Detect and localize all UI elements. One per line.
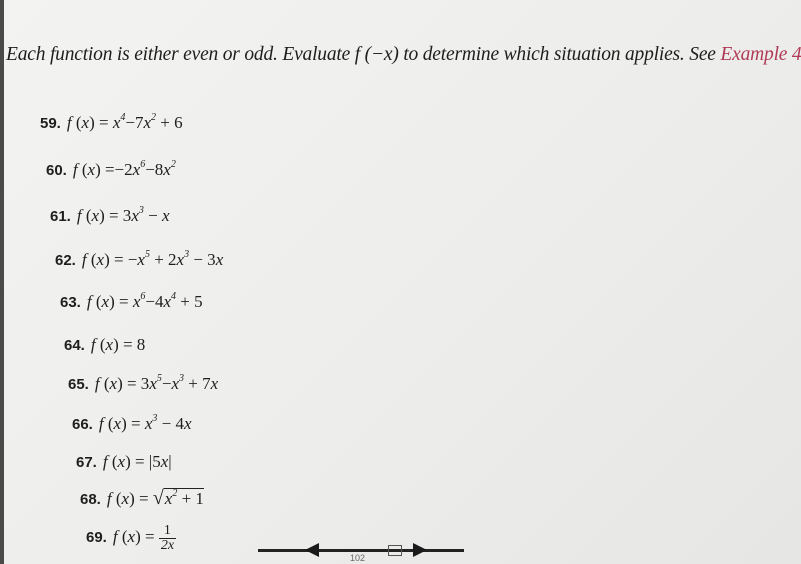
problem-number: 68. bbox=[80, 491, 101, 508]
problem-number: 60. bbox=[46, 162, 67, 179]
problem-61 bbox=[50, 206, 170, 226]
problem-expression: f $(x) = 3x^5-x^3 + 7x$ bbox=[94, 373, 219, 393]
problem-expression: f (x) = |5x| bbox=[102, 452, 172, 471]
problem-expression: f $(x) =-2x^6-8x^2$ bbox=[72, 159, 176, 179]
problem-number: 67. bbox=[76, 454, 97, 471]
problem-expression: f (x) = 8 bbox=[90, 335, 146, 354]
problem-expression: f $(x) = x^3 - 4x$ bbox=[98, 413, 192, 433]
problem-number: 64. bbox=[64, 337, 85, 354]
page-box-icon bbox=[388, 545, 402, 556]
instructions bbox=[6, 44, 801, 66]
problem-expression: f $(x) = -x^5 + 2x^3 - 3x$ bbox=[81, 249, 224, 269]
problem-number: 65. bbox=[68, 376, 89, 393]
instructions-text: Each function is either even or odd. Evaluate f (−x) to determine which situation applies. See bbox=[6, 44, 721, 65]
problem-expression: f $(x) = √x^2 + 1$ bbox=[106, 487, 204, 509]
page-edge bbox=[0, 0, 4, 564]
problem-67 bbox=[76, 452, 172, 472]
problem-number: 63. bbox=[60, 294, 81, 311]
problem-64 bbox=[64, 335, 145, 355]
problem-number: 66. bbox=[72, 416, 93, 433]
next-page-arrow-icon[interactable] bbox=[413, 543, 427, 557]
problem-number: 61. bbox=[50, 208, 71, 225]
problem-number: 59. bbox=[40, 115, 61, 132]
problem-68 bbox=[80, 487, 204, 510]
problem-number: 62. bbox=[55, 252, 76, 269]
problem-expression: f (x) = $\frac{1}{2x}$ bbox=[112, 523, 175, 553]
problem-66 bbox=[72, 414, 192, 434]
problem-expression: f $(x) = x^6-4x^4 + 5$ bbox=[86, 291, 203, 311]
problem-expression: f $(x) = x^4-7x^2 + 6$ bbox=[66, 112, 183, 132]
fraction: $\frac{1}{2x}$ bbox=[160, 523, 175, 553]
square-root: $√x^2 + 1$ bbox=[152, 487, 204, 509]
page-navigation-bar bbox=[258, 549, 464, 552]
problem-60 bbox=[46, 160, 176, 180]
previous-page-arrow-icon[interactable] bbox=[305, 543, 319, 557]
problem-65 bbox=[68, 374, 218, 394]
page-number: 102 bbox=[350, 553, 366, 563]
problem-expression: f $(x) = 3x^3 - x$ bbox=[76, 205, 170, 225]
problem-number: 69. bbox=[86, 529, 107, 547]
problem-69 bbox=[86, 524, 176, 553]
problem-59 bbox=[40, 113, 183, 133]
problem-62 bbox=[55, 250, 223, 270]
problem-63 bbox=[60, 292, 203, 312]
example-reference-link[interactable]: Example 4 bbox=[720, 44, 801, 65]
